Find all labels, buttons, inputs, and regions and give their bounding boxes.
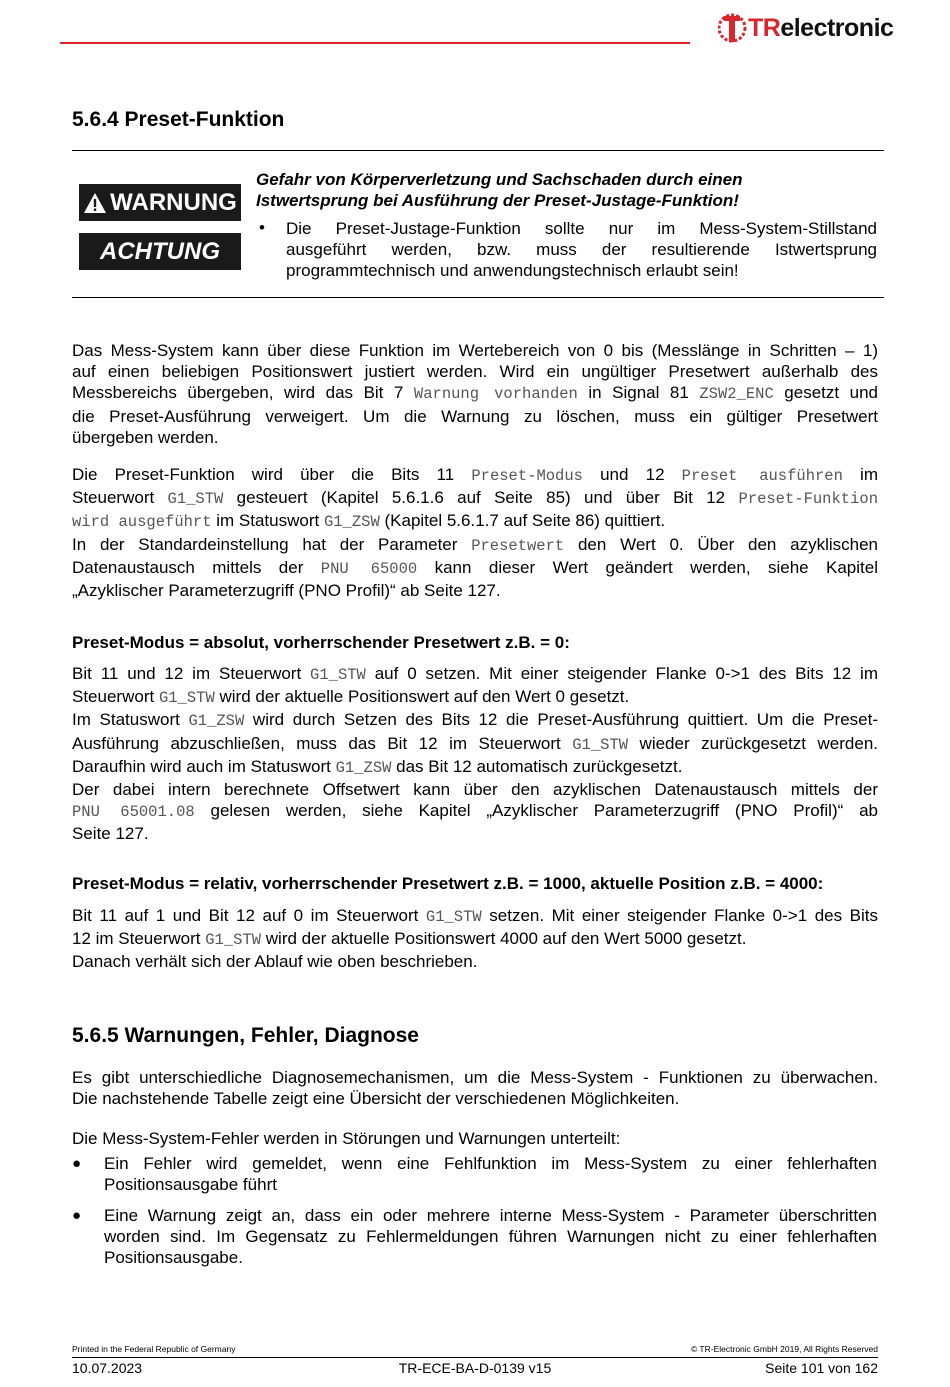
text-line: auf einen beliebigen Positionswert justiert werden. Wird ein ungültiger Presetwert außerhalb des (72, 362, 878, 382)
text-line: „Azyklischer Parameterzugriff (PNO Profil)“ ab Seite 127. (72, 581, 501, 601)
text-run: und 12 (582, 465, 682, 484)
logo-wordmark (748, 14, 893, 43)
text-line: Positionsausgabe führt (104, 1175, 277, 1194)
text-run: Datenaustausch mittels der (72, 557, 321, 577)
text-line: Eine Warnung zeigt an, dass ein oder mehrere interne Mess-System - Parameter überschritten (104, 1206, 877, 1225)
warning-badge (79, 184, 241, 221)
text-run: Bit 11 und 12 im Steuerwort (72, 664, 311, 683)
text-line (72, 800, 878, 823)
text-run: (Kapitel 5.6.1.7 auf Seite 86) quittiert. (379, 511, 666, 531)
text-run: wird der aktuelle Positionswert auf den Wert 0 gesetzt. (214, 687, 630, 707)
text-line: ausgeführt werden, bzw. muss der resultierende Istwertsprung (286, 240, 877, 259)
code-term: G1_STW (167, 490, 224, 509)
code-term: G1_STW (572, 735, 629, 754)
header-rule (60, 42, 690, 44)
text-line (72, 928, 878, 951)
text-line (72, 534, 878, 557)
code-term: wird ausgeführt (72, 513, 212, 532)
section-heading-diagnose: 5.6.5 Warnungen, Fehler, Diagnose (72, 1024, 419, 1047)
text-run: das Bit 12 automatisch zurückgesetzt. (391, 756, 683, 776)
text-line (72, 510, 878, 533)
text-line (72, 756, 878, 779)
text-run: Steuerwort (72, 488, 168, 508)
text-run: wird der aktuelle Positionswert 4000 auf den Wert 5000 gesetzt. (261, 929, 747, 949)
text-line (72, 487, 878, 510)
caution-badge-label: ACHTUNG (100, 237, 220, 265)
text-run: gesteuert (Kapitel 5.6.1.6 auf Seite 85) und über Bit 12 (223, 488, 739, 508)
text-line: Danach verhält sich der Ablauf wie oben beschrieben. (72, 952, 478, 972)
text-line: die Preset-Ausführung verweigert. Um die Warnung zu löschen, muss ein gültiger Presetwert (72, 406, 878, 426)
footer-rule (72, 1357, 878, 1358)
text-line (72, 686, 878, 709)
paragraph-preset-bits (72, 464, 878, 601)
code-term: Preset-Funktion (738, 490, 878, 509)
text-run: auf 0 setzen. Mit einer steigender Flanke 0->1 des Bits 12 im (365, 664, 878, 683)
warning-bottom-rule (72, 297, 884, 298)
code-term: Preset-Modus (471, 467, 583, 485)
code-term: G1_STW (425, 908, 482, 926)
text-run: 12 im Steuerwort (72, 929, 206, 949)
bullet-warnung (104, 1205, 877, 1268)
warning-bullet-text (286, 218, 877, 281)
footer-doc-id: TR-ECE-BA-D-0139 v15 (398, 1360, 552, 1376)
text-line (72, 382, 878, 405)
logo-text: electronic (780, 14, 894, 42)
text-line: Ein Fehler wird gemeldet, wenn eine Fehlfunktion im Mess-System zu einer fehlerhaften (104, 1154, 877, 1173)
text-run: gesetzt und (773, 383, 879, 403)
text-run: im Statuswort (211, 511, 324, 531)
paragraph-fehler-intro (72, 1128, 878, 1149)
code-term: G1_STW (205, 931, 262, 950)
text-run: wird durch Setzen des Bits 12 die Preset-Ausführung quittiert. Um die Preset- (244, 710, 878, 730)
bullet-icon: • (259, 218, 265, 237)
text-line (72, 557, 878, 580)
text-line: Das Mess-System kann über diese Funktion im Wertebereich von 0 bis (Messlänge in Schritten – 1) (72, 341, 878, 360)
code-term: ZSW2_ENC (699, 385, 774, 404)
text-run: In der Standardeinstellung hat der Parameter (72, 534, 472, 554)
bullet-fehler (104, 1153, 877, 1195)
text-run: Daraufhin wird auch im Statuswort (72, 756, 336, 776)
bullet-icon: ● (72, 1155, 82, 1172)
text-run: Messbereichs übergeben, wird das Bit 7 (72, 383, 414, 403)
code-term: Presetwert (471, 536, 565, 555)
paragraph-diagnose (72, 1067, 878, 1109)
footer-copyright: © TR-Electronic GmbH 2019, All Rights Reserved (690, 1344, 878, 1354)
text-run: Ausführung abzuschließen, muss das Bit 12 im Steuerwort (72, 733, 573, 753)
warning-badge-label: WARNUNG (110, 188, 237, 216)
text-run: kann dieser Wert geändert werden, siehe Kapitel (417, 557, 878, 577)
text-line (72, 905, 878, 928)
warning-top-rule (72, 150, 884, 151)
footer-page-number: Seite 101 von 162 (765, 1360, 878, 1376)
text-line: Es gibt unterschiedliche Diagnosemechanismen, um die Mess-System - Funktionen zu überwachen. (72, 1068, 878, 1087)
code-term: PNU 65001.08 (72, 803, 195, 822)
code-term: PNU 65000 (320, 559, 418, 578)
text-line: worden sind. Im Gegensatz zu Fehlermeldungen führen Warnungen nicht zu einer fehlerhaften (104, 1227, 877, 1246)
text-line: Die Preset-Justage-Funktion sollte nur im Mess-System-Stillstand (286, 219, 877, 238)
text-run: Die Preset-Funktion wird über die Bits 11 (72, 465, 472, 484)
subheading-relative: Preset-Modus = relativ, vorherrschender Presetwert z.B. = 1000, aktuelle Position z.B. = 4000: (72, 874, 824, 893)
footer-printed: Printed in the Federal Republic of Germany (72, 1344, 236, 1354)
text-line: programmtechnisch und anwendungstechnisch erlaubt sein! (286, 261, 739, 280)
text-line: Der dabei intern berechnete Offsetwert kann über den azyklischen Datenaustausch mittels der (72, 780, 878, 800)
text-line (72, 709, 878, 732)
warning-triangle-icon (83, 192, 107, 214)
text-run: gelesen werden, siehe Kapitel „Azyklischer Parameterzugriff (PNO Profil)“ ab (194, 801, 878, 821)
paragraph-intro (72, 340, 878, 448)
text-line (72, 464, 878, 487)
code-term: G1_ZSW (188, 712, 245, 731)
code-term: G1_STW (158, 689, 215, 708)
logo-letters: TR (748, 14, 781, 42)
warning-title (256, 169, 856, 211)
text-line: Seite 127. (72, 824, 149, 844)
text-run: Im Statuswort (72, 710, 189, 730)
code-term: G1_ZSW (323, 513, 380, 532)
text-line: Die nachstehende Tabelle zeigt eine Übersicht der verschiedenen Möglichkeiten. (72, 1089, 680, 1109)
text-run: setzen. Mit einer steigender Flanke 0->1 des Bits (481, 906, 879, 925)
code-term: Preset ausführen (681, 467, 843, 485)
bullet-icon: ● (72, 1207, 82, 1224)
text-line: Die Mess-System-Fehler werden in Störungen und Warnungen unterteilt: (72, 1129, 621, 1148)
caution-badge (79, 233, 241, 270)
text-line (72, 663, 878, 686)
text-run: Bit 11 auf 1 und Bit 12 auf 0 im Steuerwort (72, 906, 426, 925)
code-term: Warnung vorhanden (413, 385, 578, 404)
text-line (72, 733, 878, 756)
text-run: in Signal 81 (577, 383, 700, 403)
warning-title-line: Istwertsprung bei Ausführung der Preset-Justage-Funktion! (256, 191, 739, 210)
section-heading: 5.6.4 Preset-Funktion (72, 108, 285, 131)
subheading-absolute: Preset-Modus = absolut, vorherrschender Presetwert z.B. = 0: (72, 633, 570, 652)
text-run: im (842, 465, 878, 484)
code-term: G1_ZSW (335, 758, 392, 777)
paragraph-relative (72, 905, 878, 973)
text-line: Positionsausgabe. (104, 1248, 243, 1267)
warning-title-line: Gefahr von Körperverletzung und Sachschaden durch einen (256, 170, 743, 189)
text-run: Steuerwort (72, 687, 159, 707)
text-run: den Wert 0. Über den azyklischen (564, 534, 878, 554)
text-run: wieder zurückgesetzt werden. (628, 733, 878, 753)
paragraph-absolute (72, 663, 878, 845)
text-line: übergeben werden. (72, 427, 219, 447)
footer-date: 10.07.2023 (72, 1360, 143, 1376)
code-term: G1_STW (310, 666, 366, 684)
